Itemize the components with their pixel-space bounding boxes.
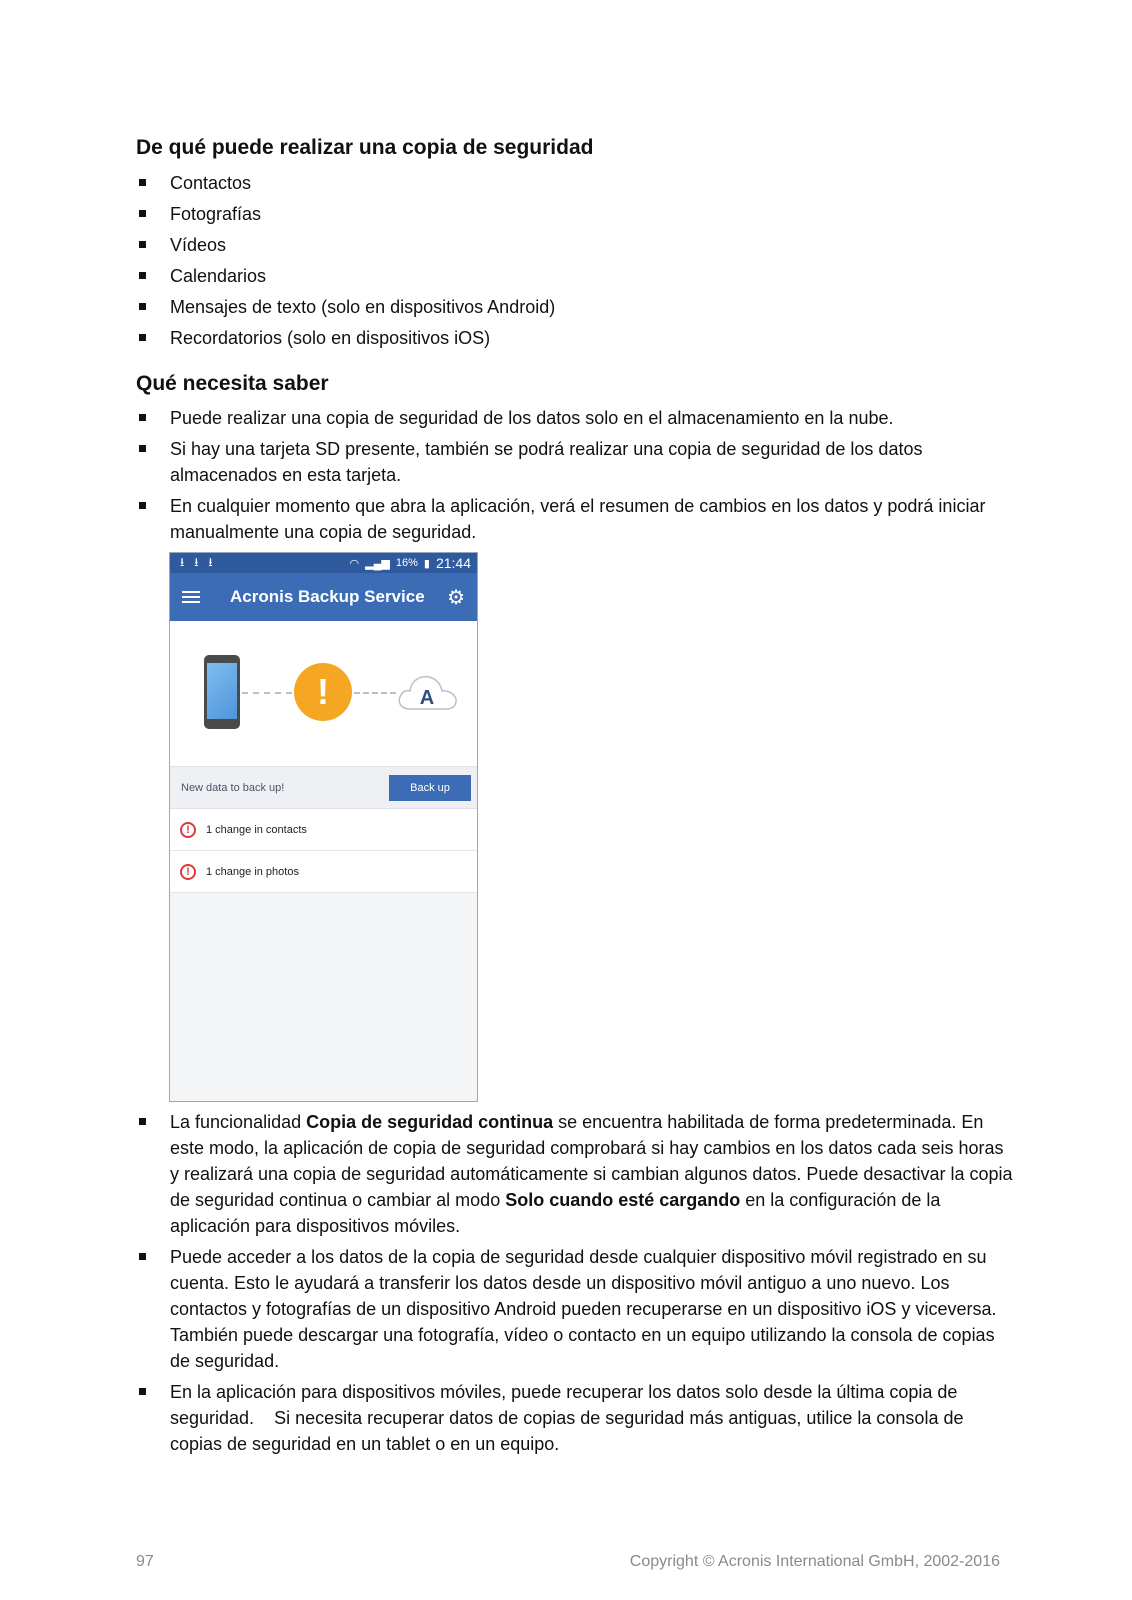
- summary-bar: [170, 767, 477, 809]
- backup-items-list: [136, 170, 1016, 356]
- battery-level: 16%: [395, 557, 418, 569]
- page-number: 97: [136, 1553, 154, 1570]
- list-item: Recordatorios (solo en dispositivos iOS): [136, 325, 1016, 351]
- copyright-notice: Copyright © Acronis International GmbH, 2002-2016: [629, 1553, 1000, 1570]
- battery-icon: ▮: [423, 557, 430, 570]
- status-time: 21:44: [435, 555, 471, 571]
- phone-screenshot: [169, 552, 478, 1102]
- text-segment: La funcionalidad: [170, 1112, 307, 1132]
- cloud-icon: [394, 669, 460, 715]
- notes-list: [136, 405, 1016, 550]
- signal-icon: ▂▄▆: [365, 557, 390, 570]
- download-icon: ⭳: [194, 554, 199, 569]
- dashed-connector: [242, 692, 292, 694]
- details-list: [136, 1109, 1016, 1462]
- change-row-photos[interactable]: [170, 851, 477, 893]
- list-item: Calendarios: [136, 263, 1016, 289]
- dashed-connector: [354, 692, 396, 694]
- list-item: Puede realizar una copia de seguridad de los datos solo en el almacenamiento en la nube.: [136, 405, 1016, 431]
- app-title: Acronis Backup Service: [230, 587, 425, 606]
- phone-device-icon: [204, 655, 240, 729]
- text-segment: en la configuración de la aplicación para dispositivos móviles.: [170, 1190, 941, 1236]
- alert-icon: !: [294, 663, 352, 721]
- gear-icon[interactable]: ⚙: [447, 586, 465, 609]
- wifi-icon: ◠: [349, 557, 360, 570]
- download-icon: ⭳: [180, 554, 185, 569]
- change-text: 1 change in contacts: [206, 823, 307, 836]
- warning-icon: !: [180, 822, 196, 838]
- list-item: Vídeos: [136, 232, 1016, 258]
- list-item: Mensajes de texto (solo en dispositivos Android): [136, 294, 1016, 320]
- section-heading-what-to-know: Qué necesita saber: [136, 372, 329, 395]
- section-heading-what-to-backup: De qué puede realizar una copia de seguridad: [136, 136, 594, 159]
- app-bar: [170, 573, 477, 621]
- list-item: Si hay una tarjeta SD presente, también se podrá realizar una copia de seguridad de los datos almacenados en esta tarjeta.: [136, 436, 1016, 488]
- cloud-letter: A: [419, 687, 435, 709]
- summary-text: New data to back up!: [181, 781, 285, 794]
- list-item: Fotografías: [136, 201, 1016, 227]
- backup-button[interactable]: Back up: [389, 775, 471, 801]
- list-item: Contactos: [136, 170, 1016, 196]
- change-text: 1 change in photos: [206, 865, 299, 878]
- list-item: En la aplicación para dispositivos móviles, puede recuperar los datos solo desde la última copia de seguridad. Si necesita recuperar datos de copias de seguridad más antiguas, utilice la consola de copias de seguridad en un tablet o en un equipo.: [136, 1379, 1016, 1457]
- list-item: En cualquier momento que abra la aplicación, verá el resumen de cambios en los datos y podrá iniciar manualmente una copia de seguridad.: [136, 493, 1016, 545]
- bold-term: Copia de seguridad continua: [306, 1112, 554, 1132]
- download-icon: ⭳: [208, 554, 213, 569]
- backup-status-illustration: [170, 621, 477, 767]
- text-segment: se encuentra habilitada de forma predeterminada. En este modo, la aplicación de copia de seguridad comprobará si hay cambios en los datos cada seis horas y realizará una copia de seguridad automáticamente si cambian algunos datos. Puede desactivar la copia de seguridad continua o cambiar al modo: [170, 1112, 1013, 1210]
- list-item-continuous-backup: [136, 1109, 1016, 1239]
- change-row-contacts[interactable]: [170, 809, 477, 851]
- status-bar: [170, 553, 477, 573]
- bold-term: Solo cuando esté cargando: [505, 1190, 741, 1210]
- menu-icon[interactable]: [182, 590, 200, 604]
- warning-icon: !: [180, 864, 196, 880]
- list-item: Puede acceder a los datos de la copia de seguridad desde cualquier dispositivo móvil registrado en su cuenta. Esto le ayudará a transferir los datos desde un dispositivo móvil antiguo a uno nuevo. Los contactos y fotografías de un dispositivo Android pueden recuperarse en un dispositivo iOS y viceversa. También puede descargar una fotografía, vídeo o contacto en un equipo utilizando la consola de copias de seguridad.: [136, 1244, 1016, 1374]
